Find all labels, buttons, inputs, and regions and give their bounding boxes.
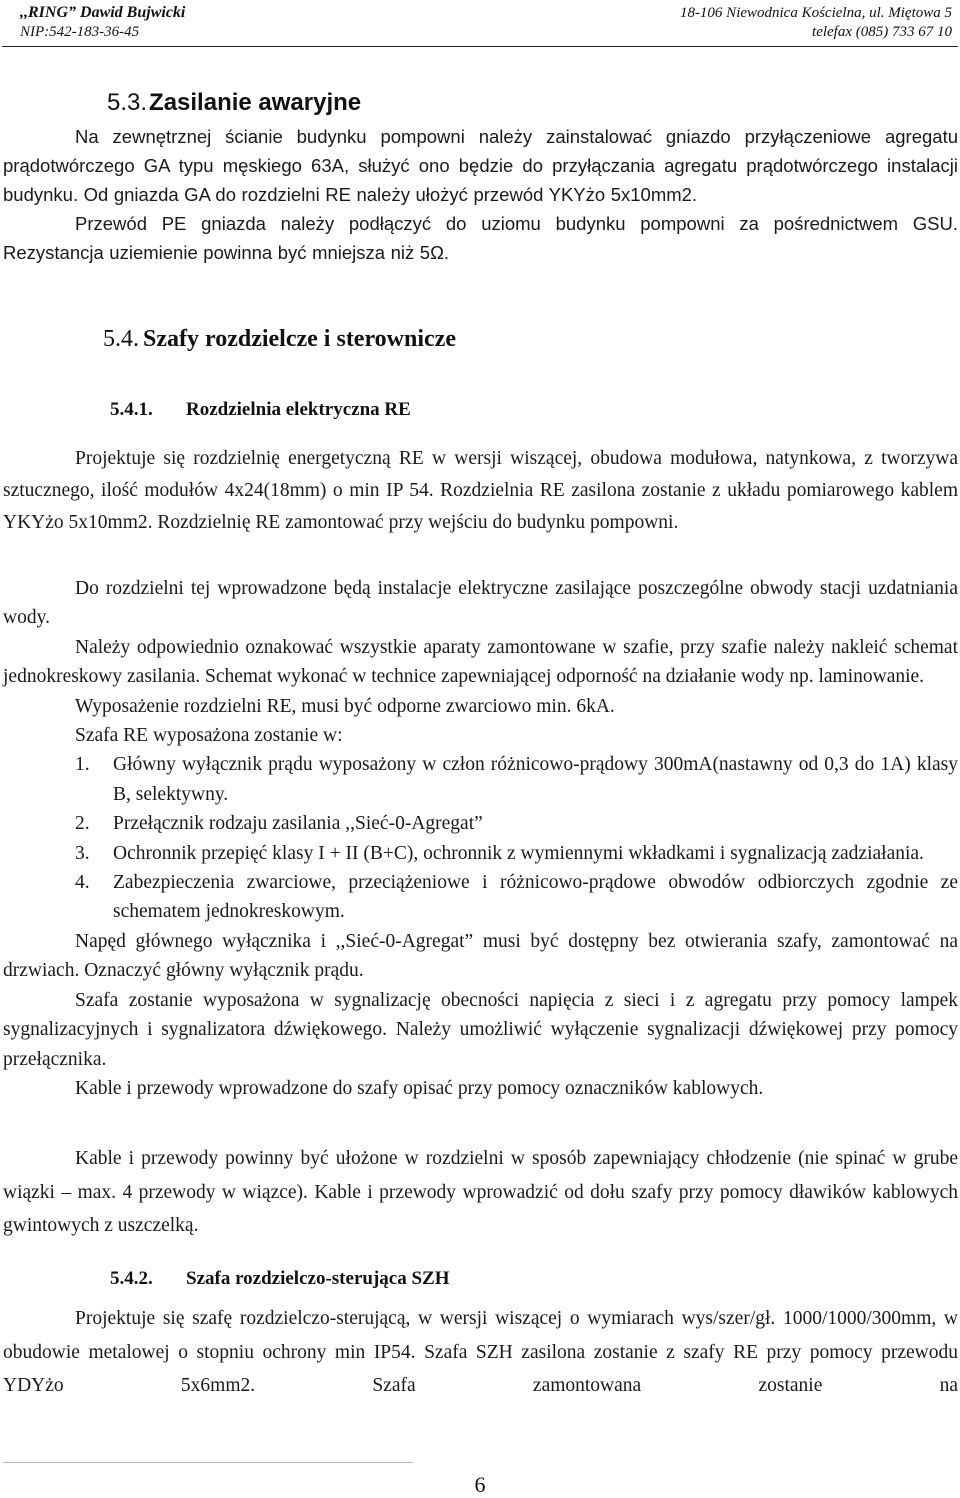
section-title: Zasilanie awaryjne	[149, 89, 362, 116]
list-number: 3.	[75, 842, 90, 864]
list-number: 4.	[75, 872, 90, 894]
section-title: Rozdzielnia elektryczna RE	[186, 399, 411, 420]
section-5-4-heading	[103, 324, 456, 354]
paragraph: Projektuje się szafę rozdzielczo-sterującą, w wersji wiszącej o wymiarach wys/szer/gł. 1000/1000/300mm, w obudowie metalowej o stopniu ochrony min IP54. Szafa SZH zasilona zostanie z szafy RE przy pomocy przewodu YDYżo 5x6mm2. Szafa zamontowana zostanie na	[3, 1308, 958, 1396]
header-address: 18-106 Niewodnica Kościelna, ul. Miętowa 5	[679, 5, 952, 21]
section-5-3-heading	[107, 88, 361, 118]
list-item	[3, 868, 958, 927]
section-5-4-2-heading	[110, 1267, 449, 1291]
section-number: 5.4.1.	[110, 399, 153, 420]
paragraph: Do rozdzielni tej wprowadzone będą instalacje elektryczne zasilające poszczególne obwody stacji uzdatniania wody.	[3, 578, 958, 629]
list-text: Ochronnik przepięć klasy I + II (B+C), ochronnik z wymiennymi wkładkami i sygnalizacją zadziałania.	[113, 842, 924, 864]
paragraph: Kable i przewody wprowadzone do szafy opisać przy pomocy oznaczników kablowych.	[75, 1077, 764, 1099]
paragraph: Na zewnętrznej ścianie budynku pompowni należy zainstalować gniazdo przyłączeniowe agregatu prądotwórczego GA typu męskiego 63A, służyć ono będzie do przyłączania agregatu prądotwórczego instalacji budynku. Od gniazda GA do rozdzielni RE należy ułożyć przewód YKYżo 5x10mm2.	[3, 126, 958, 205]
section-title: Szafa rozdzielczo-sterująca SZH	[186, 1268, 450, 1289]
list-text: Zabezpieczenia zwarciowe, przeciążeniowe i różnicowo-prądowe obwodów odbiorczych zgodnie ze schematem jednokreskowym.	[113, 872, 958, 923]
list-item	[3, 809, 958, 838]
section-5-4-1-heading	[110, 398, 411, 422]
header-company: ,,RING” Dawid Bujwicki	[20, 4, 186, 21]
list-number: 1.	[75, 754, 90, 776]
list-text: Przełącznik rodzaju zasilania ,,Sieć-0-Agregat”	[113, 813, 483, 835]
header-nip: NIP:542-183-36-45	[20, 24, 140, 40]
paragraph: Szafa zostanie wyposażona w sygnalizację obecności napięcia z sieci i z agregatu przy pomocy lampek sygnalizacyjnych i sygnalizatora dźwiękowego. Należy umożliwić wyłączenie sygnalizacji dźwiękowej przy pomocy przełącznika.	[3, 989, 958, 1070]
section-number: 5.4.2.	[110, 1268, 153, 1289]
paragraph: Napęd głównego wyłącznika i ,,Sieć-0-Agregat” musi być dostępny bez otwierania szafy, zamontować na drzwiach. Oznaczyć główny wyłącznik prądu.	[3, 930, 958, 982]
paragraph: Wyposażenie rozdzielni RE, musi być odporne zwarciowo min. 6kA.	[75, 695, 615, 717]
section-number: 5.3.	[107, 89, 148, 116]
list-item	[3, 750, 958, 809]
page-number: 6	[474, 1472, 486, 1497]
section-5-4-1-body-a	[3, 443, 958, 539]
footer-divider	[3, 1462, 413, 1463]
list-number: 2.	[75, 813, 90, 835]
paragraph: Należy odpowiednio oznakować wszystkie aparaty zamontowane w szafie, przy szafie należy nakleić schemat jednokreskowy zasilania. Schemat wykonać w technice zapewniającej odporność na działanie wody np. laminowanie.	[3, 636, 958, 688]
list-item	[3, 839, 958, 868]
paragraph: Projektuje się rozdzielnię energetyczną RE w wersji wiszącej, obudowa modułowa, natynkowa, z tworzywa sztucznego, ilość modułów 4x24(18mm) o min IP 54. Rozdzielnia RE zasilona zostanie z układu pomiarowego kablem YKYżo 5x10mm2. Rozdzielnię RE zamontować przy wejściu do budynku pompowni.	[3, 448, 958, 533]
section-5-4-2-body	[3, 1302, 958, 1403]
section-5-4-1-body-b	[3, 574, 958, 1103]
section-title: Szafy rozdzielcze i sterownicze	[143, 326, 456, 352]
section-5-3-body	[3, 122, 958, 267]
list-text: Główny wyłącznik prądu wyposażony w człon różnicowo-prądowy 300mA(nastawny od 0,3 do 1A) klasy B, selektywny.	[113, 754, 958, 805]
paragraph: Przewód PE gniazda należy podłączyć do uziomu budynku pompowni za pośrednictwem GSU. Rezystancja uziemienie powinna być mniejsza niż 5Ω.	[3, 213, 958, 263]
section-5-4-1-body-c	[3, 1142, 958, 1243]
paragraph: Kable i przewody powinny być ułożone w rozdzielni w sposób zapewniający chłodzenie (nie spinać w grube wiązki – max. 4 przewody w wiązce). Kable i przewody wprowadzić od dołu szafy przy pomocy dławików kablowych gwintowych z uszczelką.	[3, 1148, 958, 1236]
section-number: 5.4.	[103, 326, 139, 352]
paragraph: Szafa RE wyposażona zostanie w:	[75, 725, 343, 747]
header-divider	[2, 46, 958, 47]
header-phone: telefax (085) 733 67 10	[812, 24, 952, 40]
